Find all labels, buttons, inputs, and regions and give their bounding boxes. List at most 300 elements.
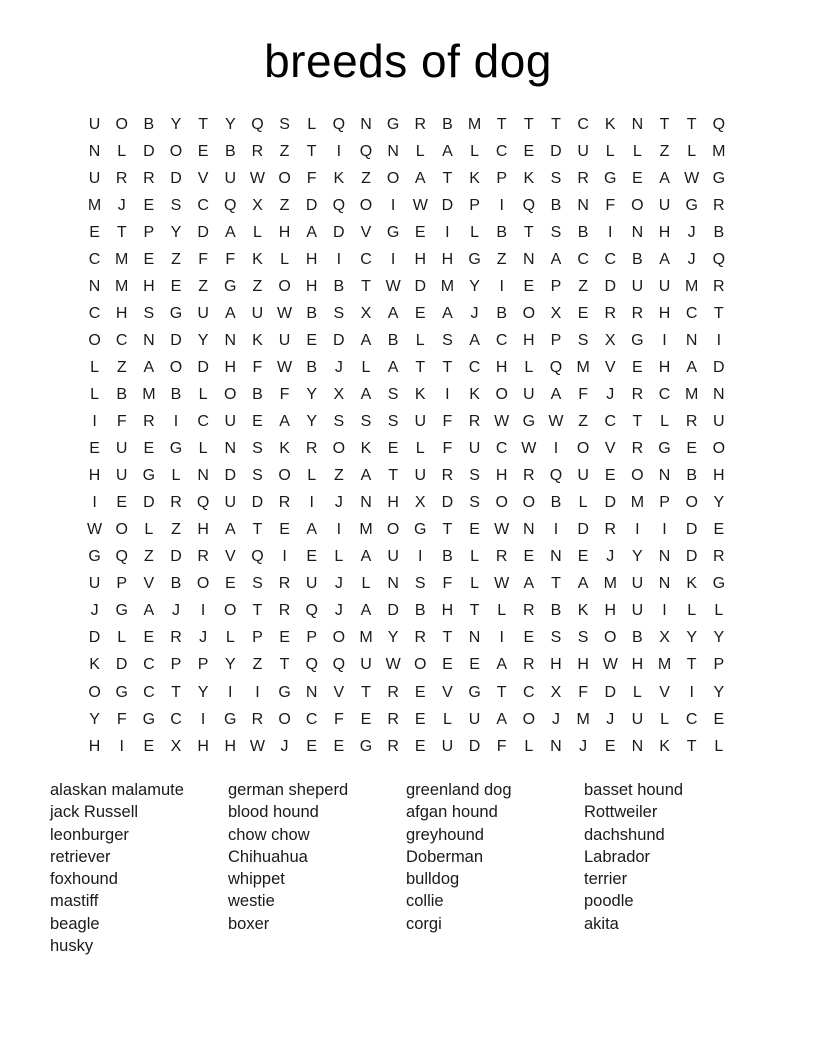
grid-letter: C (495, 331, 508, 349)
grid-letter: H (88, 467, 101, 485)
word-list-column (228, 779, 406, 957)
grid-letter: A (306, 223, 318, 241)
grid-letter: R (143, 169, 155, 187)
grid-letter: V (604, 358, 616, 376)
grid-letter: L (632, 142, 642, 160)
grid-letter: E (469, 521, 480, 539)
grid-letter: J (334, 494, 343, 512)
grid-letter: K (279, 440, 290, 458)
grid-letter: P (713, 656, 725, 674)
grid-letter: D (170, 331, 182, 349)
grid-letter: E (306, 548, 318, 566)
grid-letter: E (713, 710, 725, 728)
grid-letter: E (414, 683, 426, 701)
grid-letter: O (88, 331, 101, 349)
grid-letter: O (115, 521, 128, 539)
grid-letter: X (550, 683, 562, 701)
grid-letter: E (632, 358, 643, 376)
grid-letter: B (713, 223, 725, 241)
grid-letter: N (658, 575, 671, 593)
grid-letter: C (88, 250, 101, 268)
word-list-column (50, 779, 228, 957)
word-list-item: greenland dog (406, 781, 512, 799)
grid-letter: G (386, 115, 400, 133)
grid-letter: U (115, 467, 128, 485)
grid-letter: L (90, 385, 100, 403)
grid-letter: U (631, 710, 644, 728)
grid-letter: C (360, 250, 372, 268)
grid-letter: A (306, 521, 318, 539)
grid-letter: W (684, 169, 700, 187)
grid-letter: L (470, 575, 479, 593)
grid-letter: D (441, 196, 454, 214)
grid-letter: A (550, 385, 562, 403)
grid-letter: A (143, 358, 155, 376)
grid-letter: T (415, 358, 426, 376)
grid-letter: R (631, 304, 644, 322)
grid-letter: E (360, 710, 372, 728)
grid-letter: Z (361, 169, 371, 187)
word-list-item: Chihuahua (228, 847, 308, 866)
grid-letter: U (224, 494, 237, 512)
grid-letter: N (523, 250, 535, 268)
grid-letter: A (686, 358, 697, 376)
grid-letter: H (631, 656, 644, 674)
grid-letter: B (170, 385, 182, 403)
grid-letter: T (252, 602, 263, 620)
grid-letter: G (685, 196, 698, 214)
grid-letter: E (170, 277, 182, 295)
grid-letter: E (523, 629, 535, 647)
grid-letter: A (224, 223, 236, 241)
grid-letter: Q (332, 115, 346, 133)
grid-letter: W (494, 575, 510, 593)
grid-letter: H (441, 250, 454, 268)
grid-letter: I (499, 277, 504, 295)
grid-letter: H (495, 467, 508, 485)
grid-letter: D (713, 358, 725, 376)
grid-letter: Y (387, 629, 399, 647)
grid-letter: X (604, 331, 616, 349)
grid-letter: U (414, 467, 427, 485)
grid-letter: O (278, 710, 291, 728)
grid-letter: T (442, 169, 453, 187)
grid-letter: B (442, 548, 453, 566)
grid-letter: X (659, 629, 670, 647)
grid-letter: X (414, 494, 426, 512)
grid-letter: E (414, 737, 426, 755)
grid-letter: N (631, 115, 644, 133)
grid-letter: F (116, 710, 127, 728)
grid-letter: N (360, 494, 372, 512)
word-list-item: afgan hound (406, 803, 498, 822)
grid-letter: C (685, 710, 698, 728)
grid-letter: U (631, 575, 644, 593)
grid-letter: I (716, 331, 722, 349)
grid-letter: H (278, 223, 291, 241)
grid-letter: N (88, 277, 101, 295)
grid-letter: P (306, 629, 318, 647)
grid-letter: H (523, 331, 535, 349)
grid-letter: N (550, 737, 562, 755)
grid-letter: N (685, 331, 698, 349)
grid-letter: Z (496, 250, 507, 268)
grid-letter: K (252, 331, 263, 349)
grid-letter: E (279, 629, 290, 647)
grid-letter: P (143, 223, 155, 241)
grid-letter: Z (578, 413, 588, 431)
grid-letter: O (169, 358, 183, 376)
grid-letter: T (686, 656, 697, 674)
grid-letter: L (660, 710, 669, 728)
grid-letter: H (550, 656, 562, 674)
grid-letter: L (144, 521, 154, 539)
grid-letter: M (685, 385, 699, 403)
grid-letter: A (224, 304, 236, 322)
grid-letter: P (170, 656, 182, 674)
grid-letter: Z (198, 277, 209, 295)
grid-letter: W (548, 413, 564, 431)
grid-letter: L (687, 142, 697, 160)
grid-letter: E (116, 494, 128, 512)
grid-letter: S (577, 331, 589, 349)
grid-letter: R (523, 602, 535, 620)
grid-letter: G (224, 710, 237, 728)
grid-letter: H (658, 304, 671, 322)
grid-letter: Z (279, 142, 290, 160)
grid-letter: B (686, 467, 697, 485)
grid-letter: O (278, 467, 291, 485)
grid-letter: G (169, 440, 183, 458)
word-list-item: poodle (584, 892, 634, 911)
grid-letter: C (197, 196, 209, 214)
grid-letter: A (360, 467, 372, 485)
grid-letter: F (578, 385, 588, 403)
word-list-item: Labrador (584, 847, 651, 866)
grid-letter: A (496, 656, 508, 674)
grid-letter: R (305, 440, 318, 458)
grid-letter: A (414, 169, 426, 187)
grid-letter: D (577, 521, 589, 539)
grid-letter: X (550, 304, 562, 322)
grid-letter: Y (197, 331, 209, 349)
grid-letter: W (385, 656, 401, 674)
grid-letter: Q (115, 548, 128, 566)
grid-letter: D (604, 683, 617, 701)
grid-letter: Z (252, 277, 263, 295)
grid-letter: L (117, 629, 127, 647)
grid-letter: E (387, 440, 399, 458)
grid-letter: T (523, 223, 534, 241)
grid-letter: J (280, 737, 289, 755)
grid-letter: T (713, 304, 724, 322)
grid-letter: J (199, 629, 208, 647)
grid-letter: G (115, 683, 128, 701)
grid-letter: F (442, 575, 453, 593)
grid-letter: L (307, 115, 317, 133)
grid-letter: G (522, 413, 536, 431)
grid-letter: I (635, 521, 640, 539)
grid-letter: N (88, 142, 101, 160)
grid-letter: N (523, 521, 535, 539)
grid-letter: I (336, 250, 342, 268)
grid-letter: B (333, 277, 345, 295)
grid-letter: Y (713, 683, 725, 701)
grid-letter: A (143, 602, 155, 620)
grid-letter: E (414, 304, 426, 322)
grid-letter: H (197, 521, 209, 539)
grid-letter: I (309, 494, 314, 512)
grid-letter: W (494, 413, 510, 431)
grid-letter: L (470, 223, 479, 241)
grid-letter: C (88, 304, 101, 322)
grid-letter: A (360, 385, 372, 403)
grid-letter: E (577, 304, 589, 322)
grid-letter: Y (197, 683, 209, 701)
grid-letter: D (604, 277, 617, 295)
grid-letter: W (277, 304, 293, 322)
grid-letter: S (252, 467, 263, 485)
grid-letter: I (390, 250, 396, 268)
grid-letter: H (495, 358, 508, 376)
grid-letter: V (604, 440, 616, 458)
grid-letter: B (116, 385, 128, 403)
grid-letter: Q (549, 358, 563, 376)
grid-letter: L (714, 602, 724, 620)
grid-letter: C (143, 656, 155, 674)
grid-letter: F (252, 358, 263, 376)
grid-letter: P (659, 494, 670, 512)
grid-letter: N (631, 737, 644, 755)
grid-letter: T (686, 737, 697, 755)
grid-letter: J (606, 710, 615, 728)
grid-letter: J (470, 304, 479, 322)
grid-letter: R (115, 169, 128, 187)
grid-letter: O (359, 196, 373, 214)
grid-letter: F (496, 737, 507, 755)
grid-letter: O (88, 683, 101, 701)
grid-letter: U (631, 277, 644, 295)
grid-letter: L (225, 629, 235, 647)
word-list-item: corgi (406, 914, 442, 933)
grid-letter: I (336, 142, 342, 160)
grid-letter: E (143, 250, 155, 268)
grid-letter: G (142, 710, 156, 728)
word-list-item: husky (50, 937, 94, 956)
grid-letter: K (659, 737, 670, 755)
grid-letter: Y (170, 223, 182, 241)
grid-letter: H (305, 250, 318, 268)
grid-letter: E (197, 142, 209, 160)
grid-letter: U (468, 440, 481, 458)
grid-letter: R (251, 710, 264, 728)
grid-letter: R (278, 575, 291, 593)
grid-letter: J (606, 548, 615, 566)
grid-letter: N (387, 575, 399, 593)
grid-letter: D (115, 656, 128, 674)
grid-letter: D (604, 494, 617, 512)
grid-letter: D (333, 331, 345, 349)
grid-letter: J (606, 385, 615, 403)
grid-letter: U (88, 169, 101, 187)
grid-letter: G (169, 304, 183, 322)
grid-letter: R (414, 115, 427, 133)
word-list-item: collie (406, 892, 444, 911)
grid-letter: A (279, 413, 290, 431)
grid-letter: F (605, 196, 616, 214)
grid-letter: Q (224, 196, 237, 214)
word-list-item: dachshund (584, 825, 665, 844)
grid-letter: N (224, 331, 237, 349)
grid-letter: R (631, 440, 644, 458)
grid-letter: B (224, 142, 236, 160)
grid-letter: M (712, 142, 726, 160)
grid-letter: Z (171, 250, 181, 268)
grid-letter: D (685, 521, 698, 539)
grid-letter: B (496, 304, 508, 322)
grid-letter: T (198, 115, 209, 133)
grid-letter: E (414, 710, 426, 728)
grid-letter: U (523, 385, 535, 403)
word-list-item: leonburger (50, 825, 129, 844)
grid-letter: A (442, 304, 453, 322)
grid-letter: K (414, 385, 426, 403)
grid-letter: U (441, 737, 454, 755)
grid-letter: N (713, 385, 725, 403)
grid-letter: U (631, 602, 644, 620)
grid-letter: Y (306, 385, 318, 403)
grid-letter: A (360, 548, 372, 566)
grid-letter: T (469, 602, 480, 620)
grid-letter: Z (171, 521, 181, 539)
grid-letter: U (278, 331, 291, 349)
grid-letter: D (170, 169, 182, 187)
grid-letter: N (631, 223, 644, 241)
grid-letter: G (88, 548, 101, 566)
grid-letter: E (89, 440, 100, 458)
grid-letter: M (467, 115, 482, 133)
grid-letter: O (386, 169, 400, 187)
grid-letter: O (278, 277, 291, 295)
grid-letter: C (495, 142, 508, 160)
grid-letter: T (442, 629, 453, 647)
grid-letter: P (469, 196, 480, 214)
grid-letter: E (414, 223, 426, 241)
grid-letter: L (497, 602, 507, 620)
grid-letter: T (442, 521, 453, 539)
grid-letter: F (578, 683, 588, 701)
grid-letter: C (305, 710, 318, 728)
grid-letter: R (278, 602, 291, 620)
grid-letter: O (196, 575, 210, 593)
grid-letter: D (333, 223, 345, 241)
word-list-item: chow chow (228, 825, 310, 844)
grid-letter: Q (196, 494, 210, 512)
grid-letter: A (360, 602, 372, 620)
grid-letter: E (442, 656, 453, 674)
grid-letter: T (116, 223, 127, 241)
grid-letter: L (524, 358, 534, 376)
grid-letter: O (224, 385, 237, 403)
grid-letter: J (551, 710, 560, 728)
grid-letter: S (550, 223, 562, 241)
grid-letter: N (197, 467, 209, 485)
grid-letter: U (224, 413, 237, 431)
puzzle-title: breeds of dog (264, 35, 552, 87)
grid-letter: Q (712, 250, 726, 268)
grid-letter: B (306, 304, 318, 322)
grid-letter: I (200, 602, 206, 620)
grid-letter: H (713, 467, 725, 485)
grid-letter: S (252, 575, 263, 593)
grid-letter: Q (305, 602, 318, 620)
grid-letter: Z (578, 277, 588, 295)
grid-letter: T (388, 467, 398, 485)
grid-letter: M (142, 385, 156, 403)
grid-letter: T (686, 115, 697, 133)
grid-letter: A (659, 169, 670, 187)
grid-letter: K (360, 440, 372, 458)
grid-letter: L (198, 440, 208, 458)
grid-letter: F (225, 250, 236, 268)
grid-letter: V (442, 683, 453, 701)
grid-letter: S (143, 304, 155, 322)
grid-letter: U (305, 575, 318, 593)
grid-letter: O (631, 196, 644, 214)
grid-letter: Y (713, 629, 725, 647)
grid-letter: L (171, 467, 181, 485)
grid-letter: B (414, 602, 426, 620)
word-list-item: alaskan malamute (50, 781, 184, 799)
grid-letter: B (442, 115, 453, 133)
grid-letter: Q (305, 656, 318, 674)
grid-letter: E (523, 277, 535, 295)
grid-letter: O (495, 494, 508, 512)
grid-letter: O (169, 142, 183, 160)
grid-letter: J (687, 250, 696, 268)
word-list-item: bulldog (406, 870, 460, 889)
grid-letter: R (713, 277, 725, 295)
grid-letter: M (576, 710, 590, 728)
grid-letter: T (551, 115, 561, 133)
grid-letter: D (414, 277, 427, 295)
grid-letter: Q (549, 467, 563, 485)
grid-letter: T (252, 521, 263, 539)
grid-letter: Y (632, 548, 643, 566)
grid-letter: I (553, 440, 559, 458)
grid-letter: E (143, 196, 155, 214)
grid-letter: G (115, 602, 128, 620)
grid-letter: H (577, 656, 589, 674)
grid-letter: B (577, 223, 589, 241)
grid-letter: L (660, 413, 669, 431)
grid-letter: M (685, 277, 699, 295)
grid-letter: X (333, 385, 345, 403)
grid-letter: O (576, 440, 590, 458)
grid-letter: O (522, 304, 536, 322)
grid-letter: S (170, 196, 182, 214)
grid-letter: U (224, 169, 237, 187)
grid-letter: U (658, 196, 671, 214)
grid-letter: M (87, 196, 102, 214)
grid-letter: S (442, 331, 453, 349)
grid-letter: R (713, 548, 725, 566)
grid-letter: B (632, 250, 643, 268)
grid-letter: C (604, 413, 617, 431)
grid-letter: W (249, 169, 265, 187)
grid-letter: B (170, 575, 182, 593)
grid-letter: T (361, 277, 371, 295)
